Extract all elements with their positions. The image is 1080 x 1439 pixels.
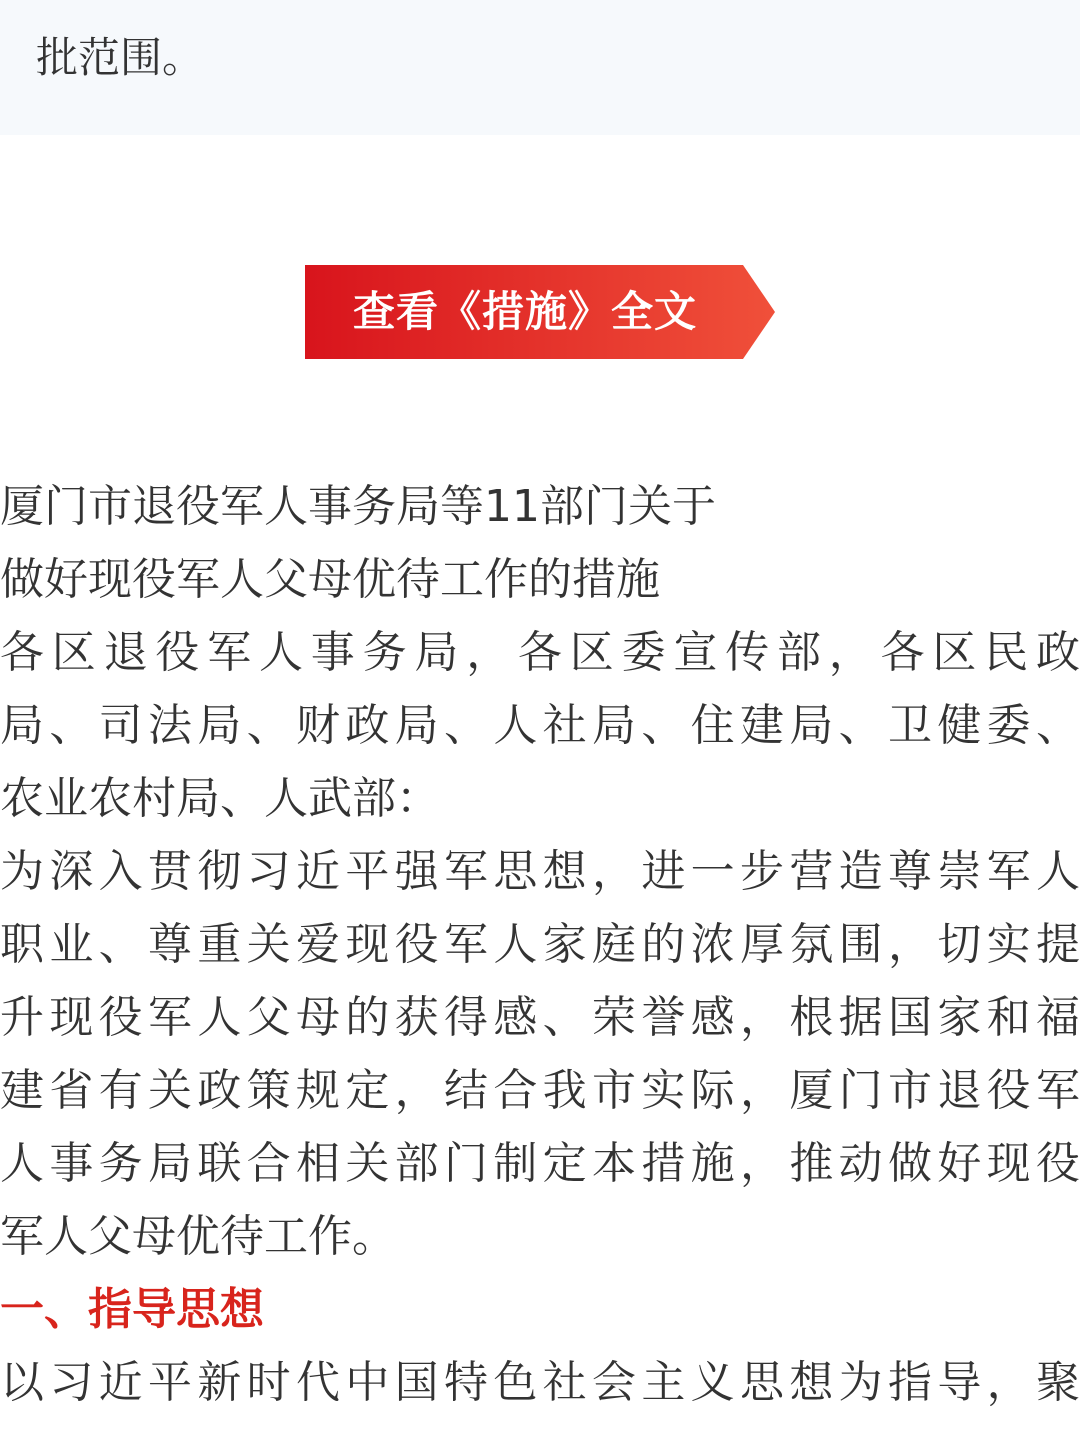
intro-line: 建省有关政策规定，结合我市实际，厦门市退役军 [0,1065,1080,1116]
intro-line: 职业、尊重关爱现役军人家庭的浓厚氛围，切实提 [0,919,1080,970]
addressee-line: 局、司法局、财政局、人社局、住建局、卫健委、 [0,700,1080,751]
intro-line: 为深入贯彻习近平强军思想，进一步营造尊崇军人 [0,846,1080,897]
quote-box-text: 批范围。 [36,33,205,82]
section-heading: 一、指导思想 [0,1284,264,1335]
article-body [0,470,1080,1419]
article-title-line-2: 做好现役军人父母优待工作的措施 [0,554,660,605]
addressee-line: 各区退役军人事务局，各区委宣传部，各区民政 [0,627,1080,678]
quote-box [0,0,1080,135]
intro-line: 军人父母优待工作。 [0,1211,396,1262]
intro-line: 升现役军人父母的获得感、荣誉感，根据国家和福 [0,992,1080,1043]
article-title-line-1: 厦门市退役军人事务局等11部门关于 [0,481,716,532]
addressee-line: 农业农村局、人武部： [0,773,440,824]
section-body-line: 以习近平新时代中国特色社会主义思想为指导，聚 [0,1357,1080,1408]
intro-line: 人事务局联合相关部门制定本措施，推动做好现役 [0,1138,1080,1189]
view-full-text-label: 查看《措施》全文 [352,287,697,336]
view-full-text-button[interactable] [305,265,775,359]
